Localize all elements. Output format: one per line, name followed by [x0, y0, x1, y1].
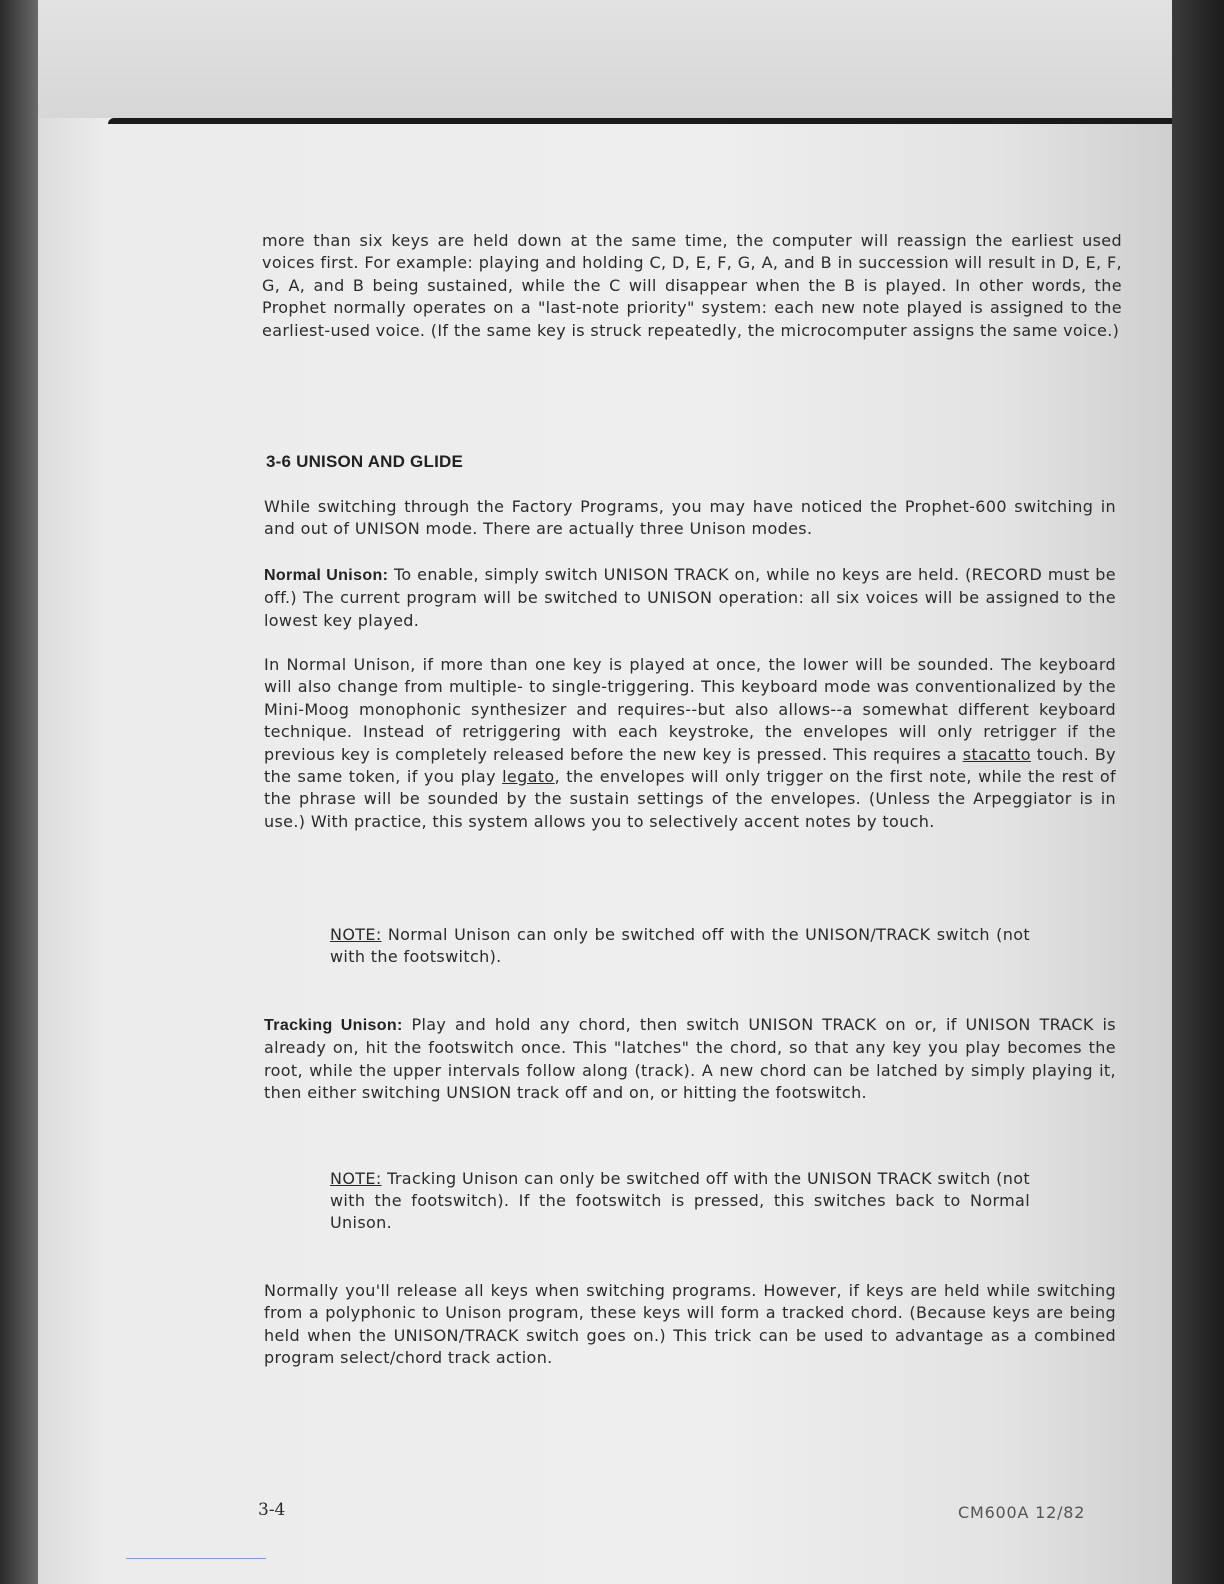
normal-unison-lead: Normal Unison: [264, 567, 389, 584]
note1-label: NOTE: [330, 925, 382, 944]
detail-text-1: In Normal Unison, if more than one key is played at once, the lower will be sounded. The keyboard will also change from multiple- to single-triggering. This keyboard mode was conventionalized by the Mini-Moog monophonic synthesizer and requires--but also allows--a somewhat different keyboard technique. Instead of retriggering with each keystroke, the envelopes will only retrigger if the previous key is completely released before the new key is pressed. This requires a [264, 655, 1116, 764]
para-intro: more than six keys are held down at the same time, the computer will reassign the earliest used voices first. For example: playing and holding C, D, E, F, G, A, and B in succession will result in D, E, F, G, A, and B being sustained, while the C will disappear when the B is played. In other words, the Prophet normally operates on a "last-note priority" system: each new note played is assigned to the earliest-used voice. (If the same key is struck repeatedly, the microcomputer assigns the same voice.) [262, 231, 1122, 340]
page-number: 3-4 [258, 1500, 286, 1520]
document-code: CM600A 12/82 [958, 1503, 1086, 1522]
para-tracking-unison [264, 1014, 1116, 1105]
page-top-edge [108, 118, 1172, 124]
para-normal-unison [264, 564, 1116, 632]
tracking-unison-lead: Tracking Unison: [264, 1017, 403, 1034]
detail-text-2: touch. By the same token, if you play [264, 744, 1116, 787]
scan-right-border [1172, 0, 1224, 1584]
detail-text-3: , the envelopes will only trigger on the first note, while the rest of the phrase will be sounded by the sustain settings of the envelopes. (Unless the Arpeggiator is in use.) With practice, this system allows you to selectively accent notes by touch. [264, 767, 1117, 831]
tracking-unison-text: Play and hold any chord, then switch UNISON TRACK on or, if UNISON TRACK is already on, hit the footswitch once. This "latches" the chord, so that any key you play becomes the root, while the upper intervals follow along (track). A new chord can be latched by simply playing it, then either switching UNSION track off and on, or hitting the footswitch. [264, 1015, 1116, 1103]
note2-text: Tracking Unison can only be switched off with the UNISON TRACK switch (not with the footswitch). If the footswitch is pressed, this switches back to Normal Unison. [330, 1169, 1030, 1232]
page-top-area [38, 0, 1172, 124]
stacatto-term: stacatto [962, 744, 1031, 764]
legato-term: legato [502, 767, 555, 787]
normal-unison-text: To enable, simply switch UNISON TRACK on, while no keys are held. (RECORD must be off.) The current program will be switched to UNISON operation: all six voices will be assigned to the lowest key played. [264, 565, 1116, 630]
note-normal-unison [330, 924, 1030, 968]
section-heading: 3-6 UNISON AND GLIDE [266, 452, 464, 471]
para-switching: While switching through the Factory Programs, you may have noticed the Prophet-600 switching in and out of UNISON mode. There are actually three Unison modes. [264, 497, 1116, 539]
note1-text: Normal Unison can only be switched off with the UNISON/TRACK switch (not with the footswitch). [330, 925, 1030, 966]
scan-left-border [0, 0, 38, 1584]
intro-paragraph [262, 230, 1122, 342]
note2-label: NOTE: [330, 1169, 382, 1188]
note-tracking-unison [330, 1168, 1030, 1234]
para-normal-detail [264, 654, 1116, 833]
para-final: Normally you'll release all keys when switching programs. However, if keys are held while switching from a polyphonic to Unison program, these keys will form a tracked chord. (Because keys are being held when the UNISON/TRACK switch goes on.) This trick can be used to advantage as a combined program select/chord track action. [264, 1281, 1116, 1368]
bottom-rule [126, 1558, 266, 1559]
